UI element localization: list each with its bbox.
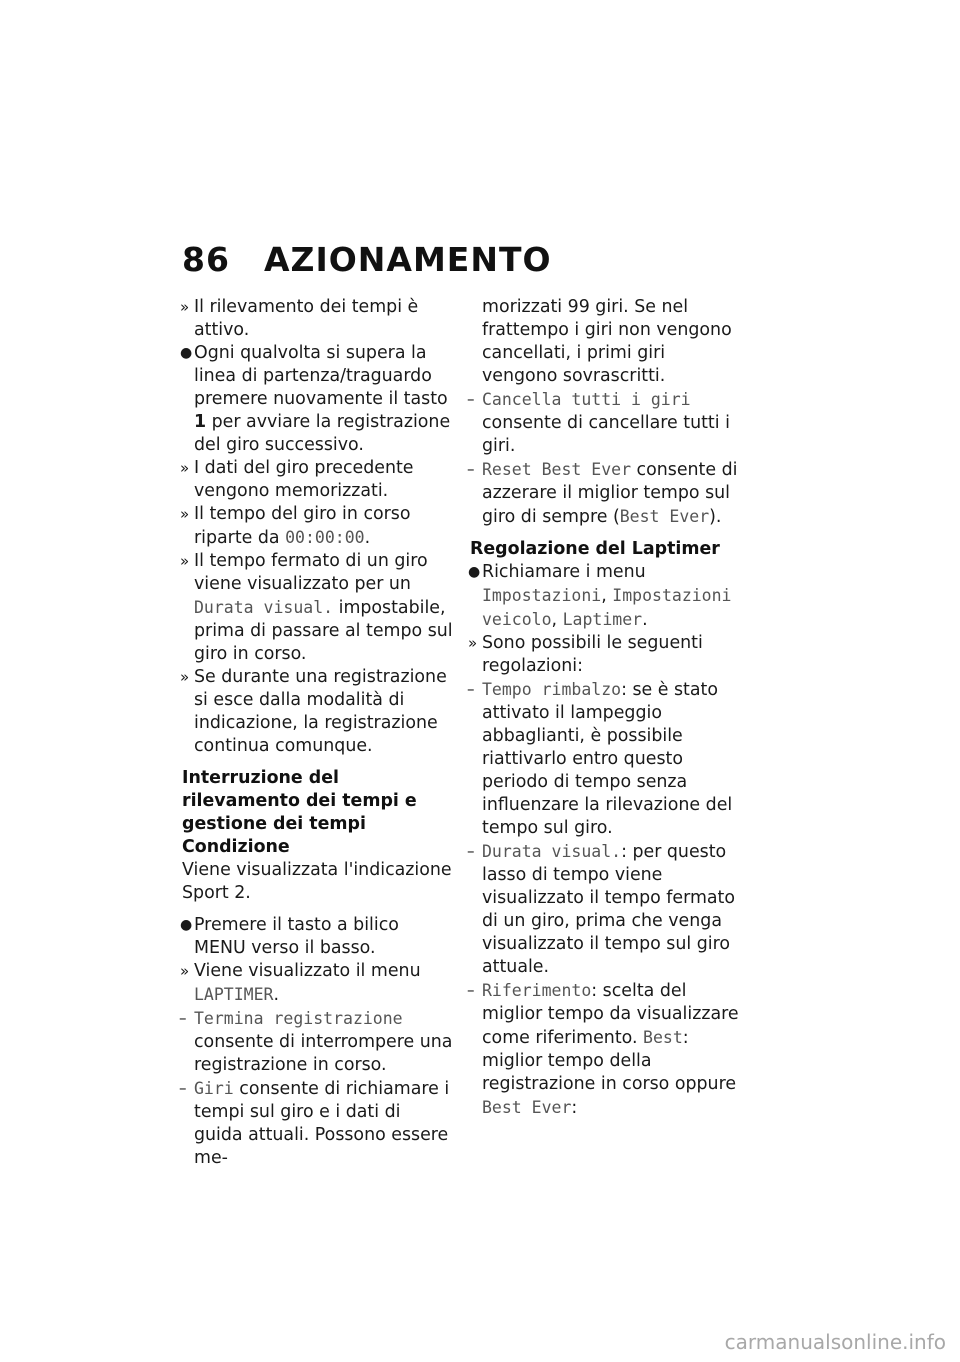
action-bullet-icon: ● (468, 564, 481, 580)
condition-text: Viene visualizzata l'indicazione Sport 2. (182, 860, 452, 903)
display-text: Termina registrazione (194, 1009, 403, 1028)
option-dash-icon: – (467, 981, 475, 999)
result-item: » Viene visualizzato il menu LAPTIMER. (180, 961, 421, 1005)
display-text: Laptimer (562, 610, 643, 629)
option-dash-icon: – (467, 460, 475, 478)
display-text: 00:00:00 (285, 528, 365, 547)
action-item: ● Ogni qualvolta si supera la linea di partenza/traguardo premere nuovamente il tasto 1 per avviare la registrazione del giro successivo. (180, 343, 451, 455)
option-item: – Tempo rimbalzo: se è stato attivato il lampeggio abbaglianti, è possibile riattivarlo entro questo periodo di tempo senza influenzare la rilevazione del tempo sul giro. (467, 680, 733, 838)
option-item: – Giri consente di richiamare i tempi sul giro e i dati di guida attuali. Possono essere me- (179, 1079, 450, 1168)
result-arrow-icon: » (180, 505, 190, 523)
action-bullet-icon: ● (180, 345, 193, 361)
section-heading: Regolazione del Laptimer (470, 539, 720, 559)
result-item: » Sono possibili le seguenti regolazioni: (468, 633, 703, 676)
display-text: Durata visual. (482, 842, 622, 861)
option-item: – Reset Best Ever consente di azzerare il miglior tempo sul giro di sempre (Best Ever). (467, 460, 738, 527)
option-item: – Riferimento: scelta del miglior tempo da visualizzare come riferimento. Best: miglior tempo della registrazione in corso oppure Best Ever: (467, 981, 739, 1118)
page-header (182, 240, 552, 279)
display-text: Giri (194, 1079, 234, 1098)
page-number: 86 (182, 240, 230, 279)
option-item: – Durata visual.: per questo lasso di tempo viene visualizzato il tempo fermato di un giro, prima che venga visualizzato il tempo sul giro attuale. (467, 842, 736, 977)
result-arrow-icon: » (180, 962, 190, 980)
result-arrow-icon: » (180, 668, 190, 686)
chapter-title: AZIONAMENTO (264, 240, 552, 279)
option-dash-icon: – (179, 1009, 187, 1027)
option-dash-icon: – (179, 1079, 187, 1097)
display-text: Cancella tutti i giri (482, 390, 691, 409)
option-item: – Cancella tutti i giri consente di cancellare tutti i giri. (467, 390, 730, 456)
result-arrow-icon: » (180, 298, 190, 316)
option-dash-icon: – (467, 842, 475, 860)
result-item: » Il rilevamento dei tempi è attivo. (180, 297, 419, 340)
subsection-heading: Condizione (182, 837, 290, 857)
key-label: 1 (194, 412, 207, 432)
display-text: Best Ever (619, 507, 710, 526)
option-dash-icon: – (467, 680, 475, 698)
result-item: » Il tempo del giro in corso riparte da 00:00:00. (180, 504, 411, 548)
result-item: » Se durante una registrazione si esce dalla modalità di indicazione, la registrazione continua comunque. (180, 667, 447, 756)
display-text: Best Ever (482, 1098, 572, 1117)
display-text: Riferimento (482, 981, 592, 1000)
continued-text: morizzati 99 giri. Se nel frattempo i giri non vengono cancellati, i primi giri vengono sovrascritti. (482, 297, 732, 386)
option-item: – Termina registrazione consente di interrompere una registrazione in corso. (179, 1009, 453, 1075)
left-column (179, 296, 454, 1170)
result-arrow-icon: » (180, 552, 190, 570)
display-text: Durata visual. (194, 598, 334, 617)
action-item: ● Premere il tasto a bilico MENU verso il basso. (180, 915, 399, 958)
action-item: ● Richiamare i menu Impostazioni, Impostazioni veicolo, Laptimer. (468, 562, 732, 630)
display-text: Impostazioni (482, 586, 602, 605)
result-arrow-icon: » (468, 634, 478, 652)
watermark-link[interactable]: carmanualsonline.info (724, 1330, 946, 1354)
display-text: Tempo rimbalzo (482, 680, 622, 699)
result-item: » Il tempo fermato di un giro viene visualizzato per un Durata visual. impostabile, prima di passare al tempo sul giro in corso. (180, 551, 453, 664)
section-heading: Interruzione del rilevamento dei tempi e gestione dei tempi (182, 768, 417, 834)
display-text: Best (643, 1028, 683, 1047)
display-text: LAPTIMER (194, 985, 274, 1004)
display-text: Reset Best Ever (482, 460, 632, 479)
result-arrow-icon: » (180, 459, 190, 477)
display-text: Impostazioni veicolo (482, 586, 732, 629)
action-bullet-icon: ● (180, 917, 193, 933)
option-dash-icon: – (467, 390, 475, 408)
right-column (467, 296, 745, 1120)
result-item: » I dati del giro precedente vengono memorizzati. (180, 458, 414, 501)
